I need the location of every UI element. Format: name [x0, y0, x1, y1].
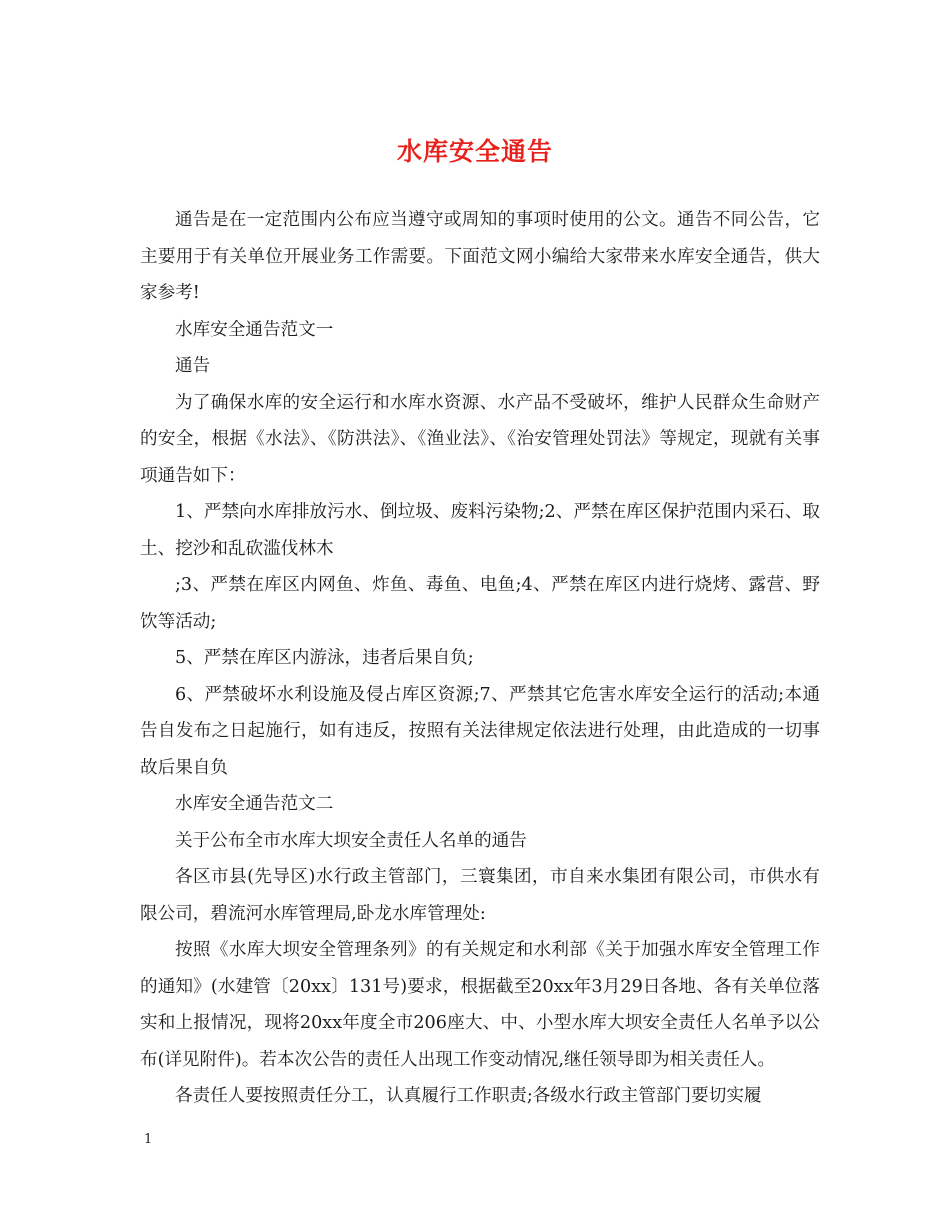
paragraph-addressees: 各区市县(先导区)水行政主管部门，三寰集团，市自来水集团有限公司，市供水有限公司，碧流河水库管理局,卧龙水库管理处:	[140, 867, 820, 924]
page-number: 1	[144, 1132, 153, 1147]
paragraph-rules-6-7: 6、严禁破坏水利设施及侵占库区资源;7、严禁其它危害水库安全运行的活动;本通告自发布之日起施行，如有违反，按照有关法律规定依法进行处理，由此造成的一切事故后果自负	[140, 684, 820, 778]
paragraph-rules-1-2: 1、严禁向水库排放污水、倒垃圾、废料污染物;2、严禁在库区保护范围内采石、取土、挖沙和乱砍滥伐林木	[140, 502, 820, 559]
notice-subject: 关于公布全市水库大坝安全责任人名单的通告	[175, 830, 527, 851]
document-title: 水库安全通告	[396, 137, 553, 166]
section-heading-sample-two: 水库安全通告范文二	[175, 794, 334, 814]
paragraph-purpose: 为了确保水库的安全运行和水库水资源、水产品不受破坏，维护人民群众生命财产的安全，根据《水法》、《防洪法》、《渔业法》、《治安管理处罚法》等规定，现就有关事项通告如下：	[140, 392, 820, 486]
notice-heading: 通告	[175, 356, 211, 376]
paragraph-responsibilities: 各责任人要按照责任分工，认真履行工作职责;各级水行政主管部门要切实履	[175, 1086, 762, 1106]
paragraph-rule-5: 5、严禁在库区内游泳，违者后果自负;	[175, 648, 474, 668]
paragraph-intro: 通告是在一定范围内公布应当遵守或周知的事项时使用的公文。通告不同公告，它主要用于有关单位开展业务工作需要。下面范文网小编给大家带来水库安全通告，供大家参考!	[140, 210, 820, 303]
section-heading-sample-one: 水库安全通告范文一	[175, 319, 334, 340]
paragraph-regulations: 按照《水库大坝安全管理条列》的有关规定和水利部《关于加强水库安全管理工作的通知》(水建管〔20xx〕131号)要求，根据截至20xx年3月29日各地、各有关单位落实和上报情况，现将20xx年度全市206座大、中、小型水库大坝安全责任人名单予以公布(详见附件)。若本次公告的责任人出现工作变动情况,继任领导即为相关责任人。	[140, 940, 820, 1070]
paragraph-rules-3-4: ;3、严禁在库区内网鱼、炸鱼、毒鱼、电鱼;4、严禁在库区内进行烧烤、露营、野饮等活动;	[140, 575, 820, 632]
document-body	[140, 202, 820, 1115]
